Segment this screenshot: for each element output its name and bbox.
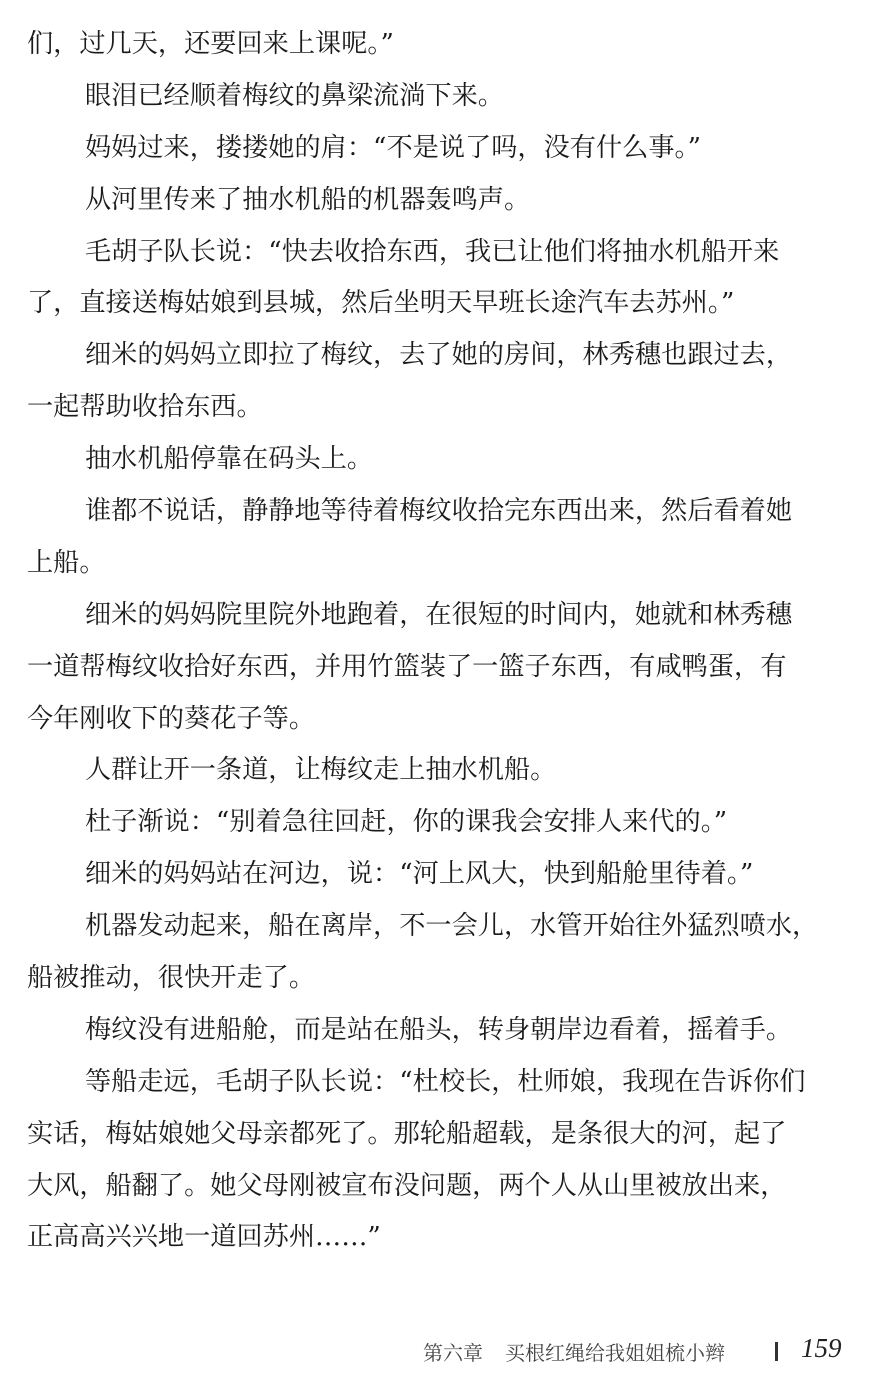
chapter-number: 第六章 bbox=[423, 1341, 483, 1365]
text-line: 杜子渐说：“别着急往回赶，你的课我会安排人来代的。” bbox=[85, 807, 728, 838]
text-line: 从河里传来了抽水机船的机器轰鸣声。 bbox=[85, 184, 531, 215]
text-line: 一道帮梅纹收拾好东西，并用竹篮装了一篮子东西，有咸鸭蛋，有 bbox=[27, 651, 787, 682]
text-line: 等船走远，毛胡子队长说：“杜校长，杜师娘，我现在告诉你们 bbox=[85, 1066, 806, 1097]
text-line: 一起帮助收拾东西。 bbox=[27, 392, 263, 423]
text-line: 梅纹没有进船舱，而是站在船头，转身朝岸边看着，摇着手。 bbox=[85, 1014, 793, 1045]
text-line: 细米的妈妈站在河边，说：“河上风大，快到船舱里待着。” bbox=[85, 859, 754, 890]
text-line: 上船。 bbox=[27, 547, 106, 578]
text-line: 了，直接送梅姑娘到县城，然后坐明天早班长途汽车去苏州。” bbox=[27, 288, 735, 319]
page-number: 159 bbox=[801, 1333, 842, 1363]
text-line: 细米的妈妈院里院外地跑着，在很短的时间内，她就和林秀穗 bbox=[85, 599, 793, 630]
text-line: 细米的妈妈立即拉了梅纹，去了她的房间，林秀穗也跟过去， bbox=[85, 340, 793, 371]
chapter-title: 买根红绳给我姐姐梳小辫 bbox=[505, 1341, 725, 1365]
text-line: 船被推动，很快开走了。 bbox=[27, 963, 316, 994]
text-line: 抽水机船停靠在码头上。 bbox=[85, 444, 374, 475]
page-body bbox=[27, 19, 842, 1264]
text-line: 妈妈过来，搂搂她的肩：“不是说了吗，没有什么事。” bbox=[85, 132, 701, 163]
text-line: 正高高兴兴地一道回苏州……” bbox=[27, 1222, 381, 1253]
text-line: 大风，船翻了。她父母刚被宣布没问题，两个人从山里被放出来， bbox=[27, 1170, 787, 1201]
text-line: 们，过几天，还要回来上课呢。” bbox=[27, 29, 394, 59]
text-line: 实话，梅姑娘她父母亲都死了。那轮船超载，是条很大的河，起了 bbox=[27, 1118, 787, 1149]
text-line: 毛胡子队长说：“快去收拾东西，我已让他们将抽水机船开来 bbox=[85, 236, 780, 267]
running-header bbox=[423, 1337, 725, 1366]
text-line: 机器发动起来，船在离岸，不一会儿，水管开始往外猛烈喷水， bbox=[85, 911, 819, 942]
text-line: 眼泪已经顺着梅纹的鼻梁流淌下来。 bbox=[85, 80, 504, 111]
page-footer bbox=[0, 1333, 872, 1369]
text-line: 谁都不说话，静静地等待着梅纹收拾完东西出来，然后看着她 bbox=[85, 496, 793, 527]
text-line: 今年刚收下的葵花子等。 bbox=[27, 703, 316, 734]
text-line: 人群让开一条道，让梅纹走上抽水机船。 bbox=[85, 755, 557, 786]
footer-divider bbox=[775, 1342, 778, 1361]
